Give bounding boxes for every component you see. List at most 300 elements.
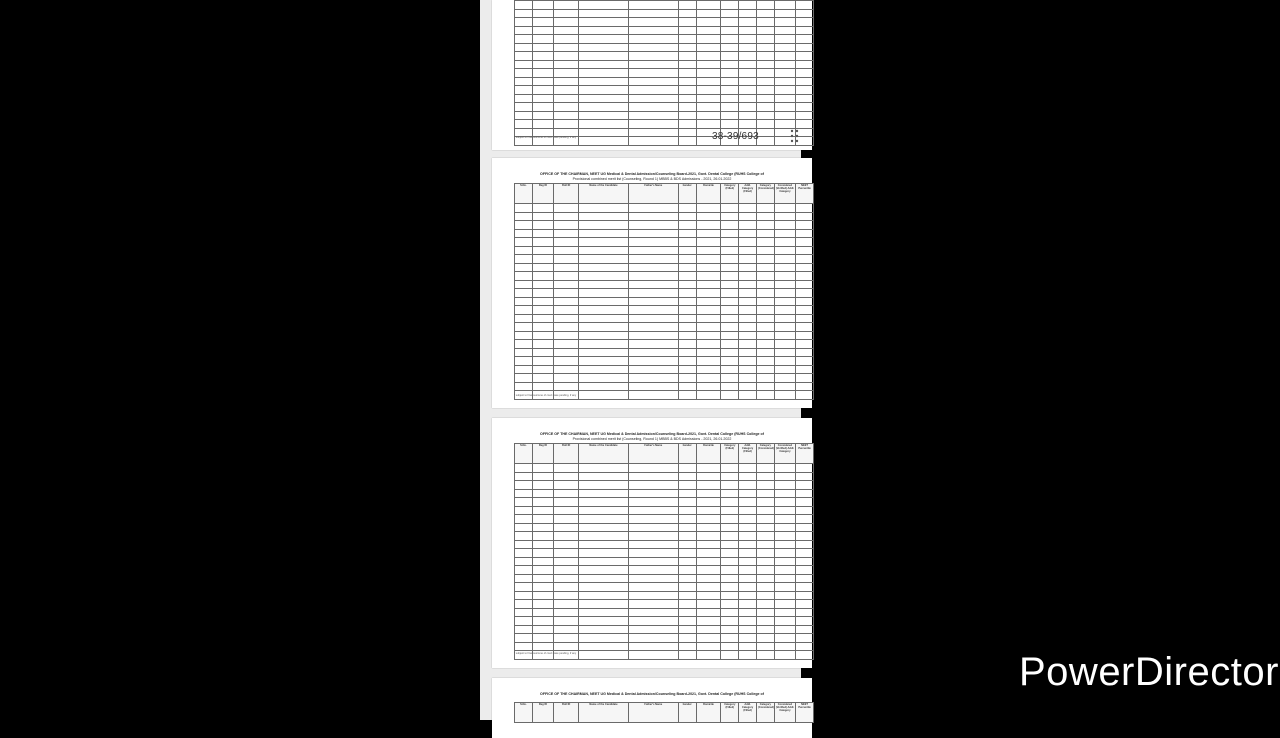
table-cell (515, 314, 533, 323)
table-cell (721, 120, 739, 129)
table-cell (774, 204, 795, 213)
column-header: Roll ID (554, 184, 579, 204)
table-cell (628, 35, 678, 44)
column-header: Category (Considered) (756, 703, 774, 723)
table-cell (796, 472, 814, 481)
table-cell (739, 365, 757, 374)
table-cell (774, 464, 795, 473)
page-title: OFFICE OF THE CHAIRMAN, NEET UG Medical & Dental Admission/Counseling Board-2021, Govt. Dental College (RUHS College of (540, 172, 764, 176)
table-cell (554, 331, 579, 340)
table-cell (628, 263, 678, 272)
table-cell (756, 255, 774, 264)
table-cell (721, 18, 739, 27)
table-cell (579, 1, 629, 10)
table-cell (756, 69, 774, 78)
table-row (515, 52, 814, 61)
pdf-viewer[interactable] (480, 0, 811, 720)
table-cell (628, 306, 678, 315)
table-cell (774, 357, 795, 366)
table-cell (796, 600, 814, 609)
table-cell (515, 9, 533, 18)
table-cell (628, 120, 678, 129)
table-cell (774, 498, 795, 507)
table-row (515, 272, 814, 281)
table-cell (515, 472, 533, 481)
table-cell (532, 574, 553, 583)
table-row (515, 591, 814, 600)
table-cell (579, 60, 629, 69)
table-cell (796, 532, 814, 541)
table-cell (721, 306, 739, 315)
table-cell (515, 26, 533, 35)
table-cell (696, 18, 721, 27)
table-cell (739, 238, 757, 247)
table-cell (554, 289, 579, 298)
table-cell (774, 374, 795, 383)
table-cell (532, 540, 553, 549)
table-cell (532, 246, 553, 255)
table-cell (628, 111, 678, 120)
table-cell (515, 238, 533, 247)
table-cell (628, 348, 678, 357)
table-row (515, 625, 814, 634)
table-cell (579, 289, 629, 298)
table-cell (579, 481, 629, 490)
table-cell (756, 340, 774, 349)
table-row (515, 120, 814, 129)
table-cell (721, 77, 739, 86)
table-cell (756, 583, 774, 592)
table-cell (515, 1, 533, 10)
table-cell (696, 306, 721, 315)
table-cell (554, 357, 579, 366)
table-cell (796, 314, 814, 323)
table-row (515, 221, 814, 230)
page-header (492, 686, 812, 697)
table-cell (678, 591, 696, 600)
page-footnote: * subject to final outcome of court case pending, if any (514, 136, 577, 139)
table-cell (696, 331, 721, 340)
table-cell (721, 238, 739, 247)
column-header: NEET Percentile (796, 444, 814, 464)
table-cell (579, 532, 629, 541)
table-cell (739, 523, 757, 532)
table-cell (515, 229, 533, 238)
table-cell (579, 43, 629, 52)
table-cell (756, 52, 774, 61)
table-cell (678, 26, 696, 35)
table-row (515, 574, 814, 583)
table-cell (739, 382, 757, 391)
table-cell (515, 642, 533, 651)
table-cell (696, 608, 721, 617)
table-cell (515, 600, 533, 609)
table-cell (515, 120, 533, 129)
table-cell (532, 103, 553, 112)
table-cell (554, 60, 579, 69)
merit-table (514, 183, 814, 400)
table-cell (628, 26, 678, 35)
table-cell (579, 204, 629, 213)
table-cell (721, 280, 739, 289)
column-header: Addl. Category (Filled) (739, 184, 757, 204)
table-cell (554, 608, 579, 617)
table-cell (579, 566, 629, 575)
table-cell (756, 651, 774, 660)
table-cell (579, 357, 629, 366)
table-cell (796, 52, 814, 61)
table-cell (515, 35, 533, 44)
table-cell (532, 515, 553, 524)
table-cell (796, 348, 814, 357)
column-header: Category (Filled) (721, 444, 739, 464)
table-cell (579, 574, 629, 583)
table-cell (515, 18, 533, 27)
table-cell (721, 348, 739, 357)
table-cell (628, 591, 678, 600)
table-cell (532, 506, 553, 515)
table-cell (739, 204, 757, 213)
table-cell (774, 86, 795, 95)
table-row (515, 549, 814, 558)
table-cell (739, 625, 757, 634)
table-cell (628, 365, 678, 374)
table-cell (628, 498, 678, 507)
table-cell (721, 617, 739, 626)
table-cell (579, 35, 629, 44)
table-cell (696, 229, 721, 238)
table-cell (774, 297, 795, 306)
table-cell (796, 229, 814, 238)
table-cell (774, 289, 795, 298)
table-cell (796, 18, 814, 27)
table-cell (579, 314, 629, 323)
table-cell (739, 374, 757, 383)
table-cell (774, 1, 795, 10)
table-cell (515, 86, 533, 95)
table-cell (515, 340, 533, 349)
table-cell (579, 382, 629, 391)
grid-dots-icon[interactable] (790, 129, 800, 143)
table-cell (515, 566, 533, 575)
table-cell (756, 77, 774, 86)
table-cell (628, 238, 678, 247)
table-cell (554, 314, 579, 323)
column-header: Considered (Verified) Addl. Category (774, 703, 795, 723)
table-cell (579, 137, 629, 146)
table-row (515, 246, 814, 255)
table-cell (554, 617, 579, 626)
table-cell (774, 272, 795, 281)
table-cell (678, 464, 696, 473)
table-cell (678, 229, 696, 238)
table-cell (721, 52, 739, 61)
table-cell (628, 43, 678, 52)
table-cell (554, 229, 579, 238)
table-cell (739, 464, 757, 473)
table-cell (774, 566, 795, 575)
table-cell (515, 498, 533, 507)
table-cell (756, 549, 774, 558)
table-cell (756, 280, 774, 289)
table-cell (696, 583, 721, 592)
table-cell (579, 272, 629, 281)
table-cell (696, 255, 721, 264)
table-row (515, 600, 814, 609)
table-cell (756, 289, 774, 298)
table-cell (628, 255, 678, 264)
table-cell (774, 634, 795, 643)
table-cell (579, 391, 629, 400)
table-cell (696, 625, 721, 634)
table-cell (579, 331, 629, 340)
table-cell (721, 481, 739, 490)
column-header: Father's Name (628, 444, 678, 464)
table-cell (554, 272, 579, 281)
table-cell (721, 314, 739, 323)
table-cell (532, 111, 553, 120)
table-cell (796, 481, 814, 490)
table-row (515, 35, 814, 44)
merit-table (514, 702, 814, 723)
table-cell (515, 583, 533, 592)
table-cell (678, 297, 696, 306)
table-cell (678, 323, 696, 332)
table-cell (774, 26, 795, 35)
table-cell (579, 120, 629, 129)
table-cell (756, 229, 774, 238)
table-cell (796, 221, 814, 230)
table-cell (774, 540, 795, 549)
watermark-logo: PowerDirector (1019, 650, 1279, 694)
table-cell (774, 574, 795, 583)
table-cell (579, 229, 629, 238)
table-cell (554, 35, 579, 44)
table-cell (739, 43, 757, 52)
table-cell (579, 297, 629, 306)
table-cell (532, 263, 553, 272)
column-header: Category (Considered) (756, 184, 774, 204)
table-cell (515, 204, 533, 213)
table-cell (532, 35, 553, 44)
table-cell (532, 523, 553, 532)
table-cell (579, 128, 629, 137)
table-cell (515, 489, 533, 498)
table-cell (696, 120, 721, 129)
table-cell (756, 331, 774, 340)
table-cell (774, 481, 795, 490)
table-cell (515, 523, 533, 532)
table-cell (739, 391, 757, 400)
table-cell (721, 574, 739, 583)
table-cell (756, 532, 774, 541)
table-cell (774, 103, 795, 112)
page-footnote: * subject to final outcome of court case pending, if any (514, 652, 577, 655)
table-cell (515, 617, 533, 626)
table-cell (532, 382, 553, 391)
table-cell (532, 289, 553, 298)
table-cell (721, 340, 739, 349)
table-cell (739, 280, 757, 289)
table-cell (628, 642, 678, 651)
table-cell (554, 489, 579, 498)
table-row (515, 9, 814, 18)
table-row (515, 506, 814, 515)
table-cell (628, 523, 678, 532)
table-cell (796, 1, 814, 10)
table-cell (756, 272, 774, 281)
table-cell (756, 574, 774, 583)
table-cell (756, 557, 774, 566)
table-cell (796, 86, 814, 95)
table-cell (739, 212, 757, 221)
table-cell (774, 77, 795, 86)
table-cell (579, 69, 629, 78)
table-cell (532, 617, 553, 626)
table-cell (532, 634, 553, 643)
table-cell (554, 306, 579, 315)
page-header (492, 426, 812, 442)
table-cell (628, 18, 678, 27)
table-cell (756, 221, 774, 230)
table-row (515, 608, 814, 617)
table-cell (532, 238, 553, 247)
table-cell (756, 128, 774, 137)
table-cell (721, 382, 739, 391)
table-cell (628, 374, 678, 383)
table-cell (756, 86, 774, 95)
column-header: Considered (Verified) Addl. Category (774, 184, 795, 204)
table-cell (774, 391, 795, 400)
table-cell (532, 18, 553, 27)
page-header (492, 166, 812, 182)
table-cell (678, 625, 696, 634)
table-cell (532, 331, 553, 340)
column-header: Reg ID (532, 703, 553, 723)
table-cell (579, 634, 629, 643)
table-cell (721, 489, 739, 498)
table-cell (515, 306, 533, 315)
table-cell (796, 642, 814, 651)
table-cell (796, 625, 814, 634)
table-cell (796, 272, 814, 281)
table-cell (696, 481, 721, 490)
table-cell (774, 52, 795, 61)
table-cell (579, 549, 629, 558)
table-cell (721, 625, 739, 634)
table-cell (628, 651, 678, 660)
table-cell (721, 642, 739, 651)
table-row (515, 86, 814, 95)
table-cell (721, 331, 739, 340)
table-cell (579, 498, 629, 507)
table-cell (678, 374, 696, 383)
table-cell (554, 86, 579, 95)
table-cell (739, 591, 757, 600)
table-header-row (515, 703, 814, 723)
table-cell (774, 523, 795, 532)
table-cell (696, 77, 721, 86)
table-cell (696, 574, 721, 583)
table-cell (721, 289, 739, 298)
table-cell (554, 523, 579, 532)
table-cell (554, 69, 579, 78)
table-cell (678, 532, 696, 541)
table-cell (532, 600, 553, 609)
table-cell (678, 642, 696, 651)
table-cell (756, 94, 774, 103)
column-header: Domicile (696, 444, 721, 464)
table-cell (678, 137, 696, 146)
table-cell (739, 18, 757, 27)
table-cell (756, 515, 774, 524)
table-cell (721, 212, 739, 221)
table-row (515, 111, 814, 120)
table-cell (628, 331, 678, 340)
table-cell (515, 212, 533, 221)
table-cell (756, 617, 774, 626)
table-cell (696, 634, 721, 643)
table-cell (756, 540, 774, 549)
table-cell (739, 515, 757, 524)
table-cell (532, 77, 553, 86)
table-cell (756, 464, 774, 473)
table-cell (532, 229, 553, 238)
table-cell (515, 246, 533, 255)
table-cell (721, 221, 739, 230)
table-row (515, 557, 814, 566)
page-footnote: * subject to final outcome of court case pending, if any (514, 394, 577, 397)
table-cell (554, 481, 579, 490)
table-cell (756, 625, 774, 634)
table-row (515, 94, 814, 103)
table-cell (678, 280, 696, 289)
table-cell (756, 374, 774, 383)
table-cell (515, 297, 533, 306)
table-cell (532, 323, 553, 332)
table-cell (628, 9, 678, 18)
table-cell (515, 69, 533, 78)
table-row (515, 472, 814, 481)
table-cell (678, 263, 696, 272)
table-cell (721, 472, 739, 481)
table-cell (721, 246, 739, 255)
table-cell (774, 600, 795, 609)
table-cell (579, 489, 629, 498)
table-cell (696, 9, 721, 18)
table-row (515, 280, 814, 289)
table-cell (628, 52, 678, 61)
table-row (515, 18, 814, 27)
table-row (515, 464, 814, 473)
table-cell (515, 77, 533, 86)
table-cell (721, 523, 739, 532)
table-row (515, 523, 814, 532)
table-cell (796, 591, 814, 600)
table-cell (796, 549, 814, 558)
table-cell (774, 532, 795, 541)
table-cell (678, 103, 696, 112)
table-cell (628, 549, 678, 558)
table-cell (696, 26, 721, 35)
table-row (515, 323, 814, 332)
table-cell (756, 35, 774, 44)
table-cell (739, 583, 757, 592)
table-cell (628, 506, 678, 515)
table-cell (579, 111, 629, 120)
table-cell (628, 464, 678, 473)
table-cell (739, 506, 757, 515)
